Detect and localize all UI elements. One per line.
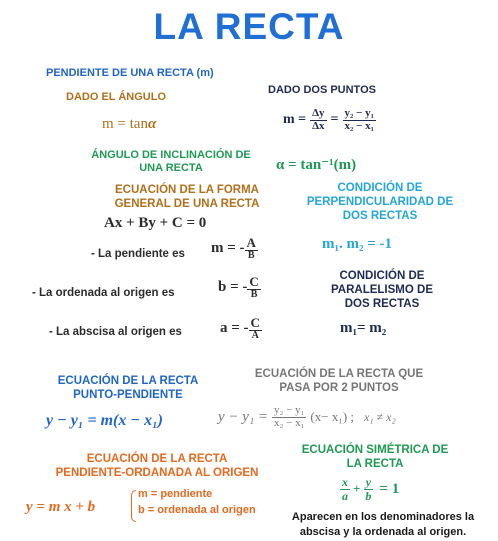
delta-y: Δy bbox=[312, 107, 325, 119]
inclinacion-heading: ÁNGULO DE INCLINACIÓN DE UNA RECTA bbox=[91, 149, 251, 175]
formula-lhs: a = - bbox=[220, 320, 249, 337]
dado-angulo-heading: DADO EL ÁNGULO bbox=[66, 91, 167, 103]
denominator: a bbox=[342, 488, 348, 503]
general-pendiente-formula bbox=[211, 236, 258, 261]
pendiente-puntos-formula bbox=[283, 108, 376, 132]
x-fraction bbox=[340, 476, 350, 502]
punto-pendiente-heading: ECUACIÓN DE LA RECTA PUNTO-PENDIENTE bbox=[57, 375, 199, 401]
brace-symbol bbox=[131, 490, 136, 522]
dos-puntos-heading: ECUACIÓN DE LA RECTA QUE PASA POR 2 PUNTOS bbox=[254, 368, 424, 394]
numerator: C bbox=[250, 315, 260, 330]
y-fraction bbox=[363, 476, 373, 502]
abscisa-fraction bbox=[249, 316, 262, 341]
formula-lhs: m = - bbox=[211, 240, 245, 257]
pendiente-fraction bbox=[245, 236, 258, 261]
denominator: b bbox=[365, 488, 372, 503]
numerator: C bbox=[249, 274, 259, 289]
delta-x: Δx bbox=[312, 119, 325, 132]
equals-sign: = bbox=[330, 112, 339, 128]
general-abscisa-label: - La abscisa al origen es bbox=[49, 326, 182, 338]
delta-fraction bbox=[310, 108, 326, 132]
formula-lhs: m = bbox=[102, 116, 130, 132]
x-difference: x₂ − x₁ bbox=[344, 119, 374, 132]
b-note: b = ordenada al origen bbox=[138, 504, 256, 516]
numerator: x bbox=[342, 475, 348, 489]
pendiente-ordenada-formula: y = m x + b bbox=[26, 499, 96, 515]
denominator: A bbox=[251, 329, 259, 341]
y-difference: y₂ − y₁ bbox=[344, 107, 374, 119]
paralelismo-formula: m₁= m₂ bbox=[340, 320, 387, 336]
numerator: y₂ − y₁ bbox=[274, 404, 305, 416]
formula-lhs: b = - bbox=[218, 279, 248, 296]
general-formula: Ax + By + C = 0 bbox=[104, 215, 207, 231]
general-ordenada-label: - La ordenada al origen es bbox=[32, 287, 175, 299]
inclinacion-formula: α = tan⁻¹(m) bbox=[276, 157, 357, 173]
formula-rhs: (x− x₁) ; bbox=[310, 409, 355, 425]
punto-pendiente-formula: y − y₁ = m(x − x₁) bbox=[46, 412, 163, 429]
general-abscisa-formula bbox=[220, 316, 262, 341]
perpendicularidad-formula: m₁. m₂ = -1 bbox=[322, 236, 393, 252]
denominator: B bbox=[250, 288, 258, 300]
dado-puntos-heading: DADO DOS PUNTOS bbox=[268, 84, 376, 96]
dos-puntos-formula bbox=[218, 405, 396, 429]
formula-lhs: m = bbox=[283, 112, 307, 128]
page-title: LA RECTA bbox=[153, 6, 345, 47]
dos-puntos-fraction bbox=[272, 405, 306, 429]
general-ordenada-formula bbox=[218, 275, 261, 300]
numerator: A bbox=[246, 235, 256, 250]
paralelismo-heading: CONDICIÓN DE PARALELISMO DE DOS RECTAS bbox=[330, 270, 433, 310]
general-pendiente-label: - La pendiente es bbox=[91, 248, 185, 260]
simetrica-formula bbox=[340, 476, 399, 502]
formula-tan: tan bbox=[129, 116, 148, 132]
formula-condition: x₁ ≠ x₂ bbox=[364, 409, 396, 424]
numerator: y bbox=[365, 475, 372, 489]
m-note: m = pendiente bbox=[138, 488, 213, 500]
pendiente-ordenada-heading: ECUACIÓN DE LA RECTA PENDIENTE-ORDANADA AL ORIGEN bbox=[55, 453, 259, 480]
alpha-symbol: α bbox=[147, 116, 157, 132]
perpendicularidad-heading: CONDICIÓN DE PERPENDICULARIDAD DE DOS RECTAS bbox=[306, 182, 454, 222]
denominator: x₂ − x₁ bbox=[274, 416, 305, 429]
plus-sign: + bbox=[353, 481, 361, 497]
pendiente-heading: PENDIENTE DE UNA RECTA (m) bbox=[46, 67, 214, 79]
equals-one: = 1 bbox=[379, 480, 400, 497]
pendiente-angulo-formula bbox=[102, 116, 156, 133]
ordenada-fraction bbox=[247, 275, 260, 300]
simetrica-note: Aparecen en los denominadores la abscisa y la ordenada al origen. bbox=[291, 511, 475, 538]
formula-lhs: y − y₁ = bbox=[218, 408, 269, 425]
points-fraction bbox=[343, 108, 376, 132]
denominator: B bbox=[247, 249, 255, 261]
general-heading: ECUACIÓN DE LA FORMA GENERAL DE UNA RECTA bbox=[114, 184, 260, 210]
simetrica-heading: ECUACIÓN SIMÉTRICA DE LA RECTA bbox=[301, 444, 449, 470]
